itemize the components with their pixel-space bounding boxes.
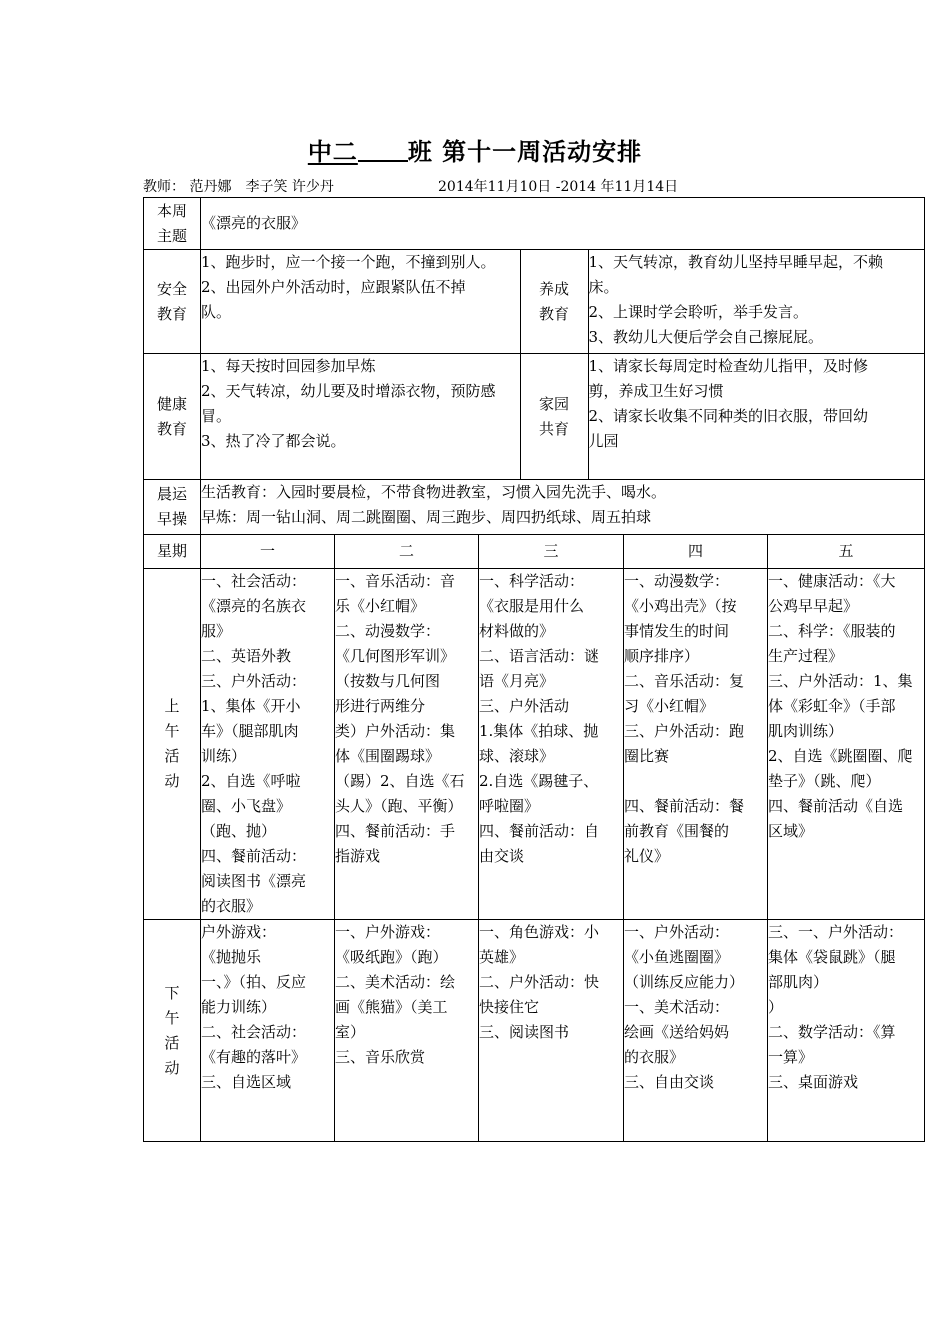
- morning-row: [144, 480, 925, 535]
- activity-line: 《衣服是用什么: [479, 597, 585, 615]
- activity-line: 由交谈: [479, 847, 525, 865]
- am-day-2: [335, 569, 479, 920]
- activity-line: 球、滚球》: [479, 747, 555, 765]
- am-day-5: [768, 569, 925, 920]
- home-label: 家园 共育: [520, 354, 588, 479]
- activity-line: 一、户外活动：: [624, 923, 730, 941]
- class-word: 班: [407, 138, 433, 166]
- pm-day-5: [768, 920, 925, 1142]
- activity-line: 圈、小飞盘》: [201, 797, 292, 815]
- am-day-3: [479, 569, 624, 920]
- activity-line: 类）户外活动：集: [335, 722, 456, 740]
- activity-line: 的衣服》: [624, 1048, 685, 1066]
- activity-line: 2.自选《踢毽子、: [479, 772, 599, 790]
- activity-line: 四、餐前活动：: [201, 847, 307, 865]
- activity-line: 车》（腿部肌肉: [201, 722, 299, 740]
- activity-line: 二、音乐活动：复: [624, 672, 745, 690]
- class-prefix: 中二: [307, 138, 358, 166]
- activity-line: 形进行两维分: [335, 697, 426, 715]
- activity-line: 材料做的》: [479, 622, 555, 640]
- weekday-label: 星期: [144, 535, 201, 569]
- activity-line: 呼啦圈》: [479, 797, 540, 815]
- teachers-label: 教师：: [143, 179, 185, 195]
- activity-line: 三、户外活动：: [201, 672, 307, 690]
- activity-line: 指游戏: [335, 847, 381, 865]
- theme-label: 本周 主题: [144, 198, 201, 250]
- safety-content: 1、跑步时，应一个接一个跑，不撞到别人。 2、出园外户外活动时，应跟紧队伍不掉 队。: [201, 253, 496, 321]
- home-content: 1、请家长每周定时检查幼儿指甲，及时修 剪，养成卫生好习惯 2、请家长收集不同种类的旧衣服，带回幼 儿园: [588, 357, 869, 450]
- pm-row: [144, 920, 925, 1142]
- activity-line: 二、动漫数学：: [335, 622, 441, 640]
- activity-line: 一、动漫数学：: [624, 572, 730, 590]
- health-label: 健康 教育: [144, 354, 201, 480]
- date-range: 2014年11月10日 -2014 年11月14日: [438, 179, 679, 195]
- pm-day-1: [201, 920, 335, 1142]
- activity-line: （训练反应能力）: [624, 973, 745, 991]
- am-label: 上 午 活 动: [144, 569, 201, 920]
- activity-line: 前教育《围餐的: [624, 822, 730, 840]
- activity-line: 一、健康活动：《大: [768, 572, 896, 590]
- pm-day-4: [624, 920, 768, 1142]
- theme-row: [144, 198, 925, 250]
- activity-line: 四、餐前活动《自选: [768, 797, 904, 815]
- activity-line: 室）: [335, 1023, 366, 1041]
- weekday-5: 五: [768, 535, 925, 569]
- activity-line: 礼仪》: [624, 847, 670, 865]
- morning-label: 晨运 早操: [144, 480, 201, 535]
- activity-line: 1、集体《开小: [201, 697, 301, 715]
- activity-line: 《吸纸跑》（跑）: [335, 948, 448, 966]
- activity-line: 乐《小红帽》: [335, 597, 426, 615]
- activity-line: 三、阅读图书: [479, 1023, 570, 1041]
- activity-line: 三、自选区域: [201, 1073, 292, 1091]
- activity-line: 三、一、户外活动：: [768, 923, 904, 941]
- activity-line: 四、餐前活动：餐: [624, 797, 745, 815]
- activity-line: 能力训练）: [201, 998, 277, 1016]
- activity-line: 画《熊猫》（美工: [335, 998, 448, 1016]
- activity-line: （踢）2、自选《石: [335, 772, 465, 790]
- activity-line: 《几何图形军训》: [335, 647, 456, 665]
- plan-table: [143, 197, 925, 1142]
- habits-content: 1、天气转凉，教育幼儿坚持早睡早起，不赖 床。 2、上课时学会聆听，举手发言。 3、教幼儿大便后学会自己擦屁屁。: [588, 253, 884, 346]
- weekday-3: 三: [479, 535, 624, 569]
- activity-line: 生产过程》: [768, 647, 844, 665]
- activity-line: 一、美术活动：: [624, 998, 730, 1016]
- activity-line: 2、自选《跳圈圈、爬: [768, 747, 913, 765]
- activity-line: 二、英语外教: [201, 647, 292, 665]
- activity-line: 习《小红帽》: [624, 697, 715, 715]
- activity-line: [624, 769, 767, 794]
- activity-line: 《抛抛乐: [201, 948, 262, 966]
- activity-line: 集体《袋鼠跳》（腿: [768, 948, 896, 966]
- info-line: [143, 176, 679, 196]
- activity-line: 四、餐前活动：自: [479, 822, 600, 840]
- activity-line: 四、餐前活动：手: [335, 822, 456, 840]
- activity-line: 三、户外活动：跑: [624, 722, 745, 740]
- activity-line: 户外游戏：: [201, 923, 277, 941]
- weekday-1: 一: [201, 535, 335, 569]
- activity-line: 《小鸡出壳》（按: [624, 597, 737, 615]
- am-day-4: [624, 569, 768, 920]
- activity-line: ）: [768, 998, 784, 1016]
- weekday-header-row: [144, 535, 925, 569]
- activity-line: 二、美术活动：绘: [335, 973, 456, 991]
- activity-line: 顺序排序）: [624, 647, 700, 665]
- pm-day-3: [479, 920, 624, 1142]
- weekday-2: 二: [335, 535, 479, 569]
- activity-line: 三、自由交谈: [624, 1073, 715, 1091]
- pm-label: 下 午 活 动: [144, 920, 201, 1142]
- activity-line: （跑、抛）: [201, 822, 277, 840]
- activity-line: 体《围圈踢球》: [335, 747, 441, 765]
- activity-line: 《有趣的落叶》: [201, 1048, 307, 1066]
- activity-line: 头人》（跑、平衡）: [335, 797, 463, 815]
- activity-line: 三、户外活动：1、集: [768, 672, 913, 690]
- activity-line: 一、音乐活动：音: [335, 572, 456, 590]
- activity-line: 服》: [201, 622, 232, 640]
- activity-line: 1.集体《拍球、抛: [479, 722, 599, 740]
- activity-line: 二、户外活动：快: [479, 973, 600, 991]
- activity-line: 三、音乐欣赏: [335, 1048, 426, 1066]
- activity-line: 事情发生的时间: [624, 622, 730, 640]
- am-day-1: [201, 569, 335, 920]
- activity-line: 二、科学：《服装的: [768, 622, 896, 640]
- activity-line: 区域》: [768, 822, 814, 840]
- activity-line: 绘画《送给妈妈: [624, 1023, 730, 1041]
- page-title: [0, 132, 950, 167]
- activity-line: 三、桌面游戏: [768, 1073, 859, 1091]
- pm-day-2: [335, 920, 479, 1142]
- activity-line: 《漂亮的名族衣: [201, 597, 307, 615]
- health-home-row: [144, 354, 925, 480]
- activity-line: 训练）: [201, 747, 247, 765]
- safety-label: 安全 教育: [144, 250, 201, 354]
- activity-line: 2、自选《呼啦: [201, 772, 301, 790]
- activity-line: 阅读图书《漂亮: [201, 872, 307, 890]
- activity-line: 一算》: [768, 1048, 814, 1066]
- activity-line: 肌肉训练）: [768, 722, 844, 740]
- teachers: 范丹娜 李子笑 许少丹: [189, 179, 334, 195]
- activity-line: 一、社会活动：: [201, 572, 307, 590]
- activity-line: 二、数学活动：《算: [768, 1023, 896, 1041]
- activity-line: 二、语言活动：谜: [479, 647, 600, 665]
- safety-habits-row: [144, 250, 925, 354]
- activity-line: 一、户外游戏：: [335, 923, 441, 941]
- title-rest: 第十一周活动安排: [442, 138, 643, 166]
- activity-line: 英雄》: [479, 948, 525, 966]
- activity-line: 的衣服》: [201, 897, 262, 915]
- activity-line: 体《彩虹伞》（手部: [768, 697, 896, 715]
- activity-line: （按数与几何图: [335, 672, 441, 690]
- activity-line: 语《月亮》: [479, 672, 555, 690]
- activity-line: 一、科学活动：: [479, 572, 585, 590]
- activity-line: 二、社会活动：: [201, 1023, 307, 1041]
- activity-line: 一、角色游戏：小: [479, 923, 600, 941]
- weekday-4: 四: [624, 535, 768, 569]
- theme-value: 《漂亮的衣服》: [201, 198, 925, 250]
- activity-line: 快接住它: [479, 998, 540, 1016]
- activity-line: 公鸡早早起》: [768, 597, 859, 615]
- health-content: 1、每天按时回园参加早炼 2、天气转凉，幼儿要及时增添衣物，预防感 冒。 3、热了冷了都会说。: [201, 357, 496, 450]
- activity-line: 圈比赛: [624, 747, 670, 765]
- habits-label: 养成 教育: [520, 250, 588, 353]
- activity-line: 《小鱼逃圈圈》: [624, 948, 730, 966]
- class-blank: [358, 138, 408, 162]
- activity-line: 一、》（拍、反应: [201, 973, 307, 991]
- morning-content: 生活教育：入园时要晨检，不带食物进教室，习惯入园先洗手、喝水。 早炼：周一钻山洞、周二跳圈圈、周三跑步、周四扔纸球、周五拍球: [201, 480, 925, 535]
- activity-line: 垫子》（跳、爬）: [768, 772, 881, 790]
- activity-line: 三、户外活动: [479, 697, 570, 715]
- activity-line: 部肌肉）: [768, 973, 829, 991]
- am-row: [144, 569, 925, 920]
